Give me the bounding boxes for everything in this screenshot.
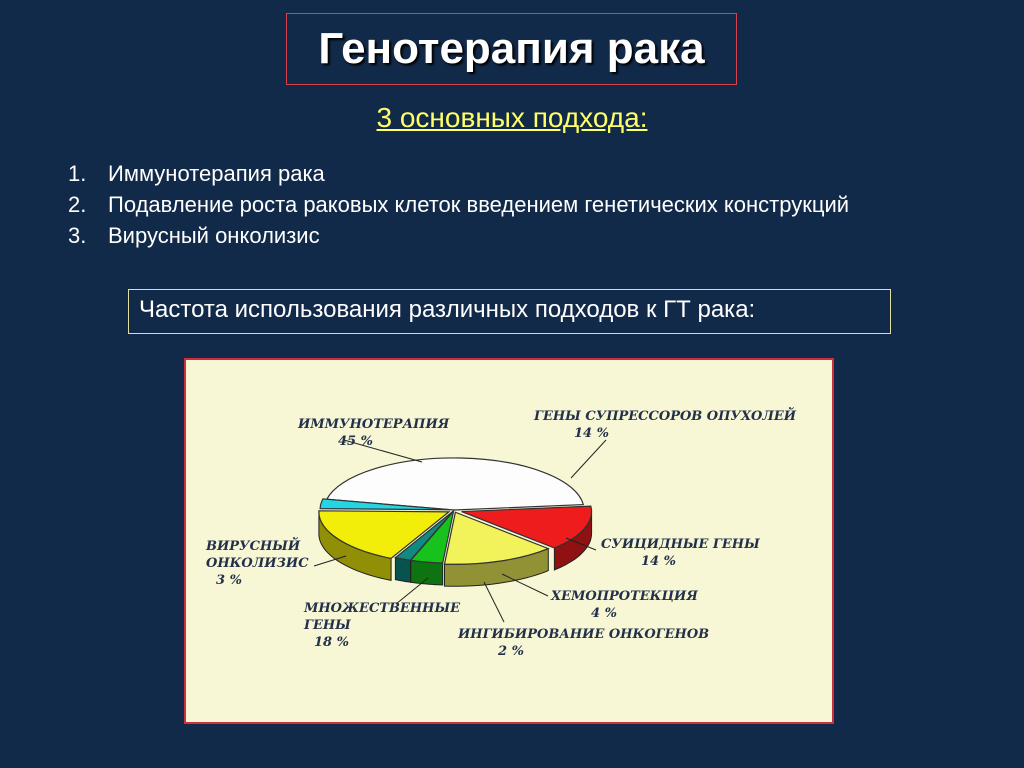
list-item	[68, 158, 868, 189]
leader-line	[571, 440, 606, 478]
pie-chart	[186, 360, 832, 722]
list-item	[68, 220, 868, 251]
slide-title: Генотерапия рака	[318, 24, 705, 73]
slice-name-label: ИНГИБИРОВАНИЕ ОНКОГЕНОВ	[458, 627, 710, 642]
pie-slice-side	[395, 558, 410, 583]
slice-value-label: 2 %	[498, 644, 524, 659]
pie-chart-frame	[184, 358, 834, 724]
list-item-text: Иммунотерапия рака	[108, 161, 325, 186]
pie-slice-side	[411, 560, 443, 585]
slice-name-label: ГЕНЫ	[304, 618, 351, 633]
title-box	[286, 13, 737, 85]
approach-list	[68, 158, 868, 251]
frequency-caption-box	[128, 289, 891, 334]
list-item-number: 2.	[68, 192, 87, 217]
slice-name-label: СУИЦИДНЫЕ ГЕНЫ	[601, 537, 760, 552]
list-item-text: Подавление роста раковых клеток введением генетических конструкций	[108, 192, 850, 217]
slice-name-label: ХЕМОПРОТЕКЦИЯ	[551, 589, 698, 604]
slide-subtitle	[0, 102, 1024, 134]
list-item-number: 1.	[68, 161, 87, 186]
slice-name-label: ОНКОЛИЗИС	[206, 556, 309, 571]
list-item-text: Вирусный онколизис	[108, 223, 320, 248]
slice-name-label: ИММУНОТЕРАПИЯ	[298, 417, 450, 432]
slice-value-label: 4 %	[591, 606, 617, 621]
slice-value-label: 14 %	[574, 426, 609, 441]
slice-name-label: ГЕНЫ СУПРЕССОРОВ ОПУХОЛЕЙ	[534, 409, 797, 424]
pie-tops	[319, 458, 592, 564]
slice-name-label: МНОЖЕСТВЕННЫЕ	[304, 601, 460, 616]
slice-value-label: 3 %	[216, 573, 242, 588]
slice-value-label: 18 %	[314, 635, 349, 650]
slice-value-label: 45 %	[338, 434, 373, 449]
slice-value-label: 14 %	[641, 554, 676, 569]
leader-line	[484, 582, 504, 622]
slice-name-label: ВИРУСНЫЙ	[206, 539, 301, 554]
subtitle-text: 3 основных подхода:	[376, 102, 648, 133]
list-item-number: 3.	[68, 223, 87, 248]
list-item	[68, 189, 868, 220]
frequency-caption: Частота использования различных подходов к ГТ рака:	[139, 296, 756, 323]
